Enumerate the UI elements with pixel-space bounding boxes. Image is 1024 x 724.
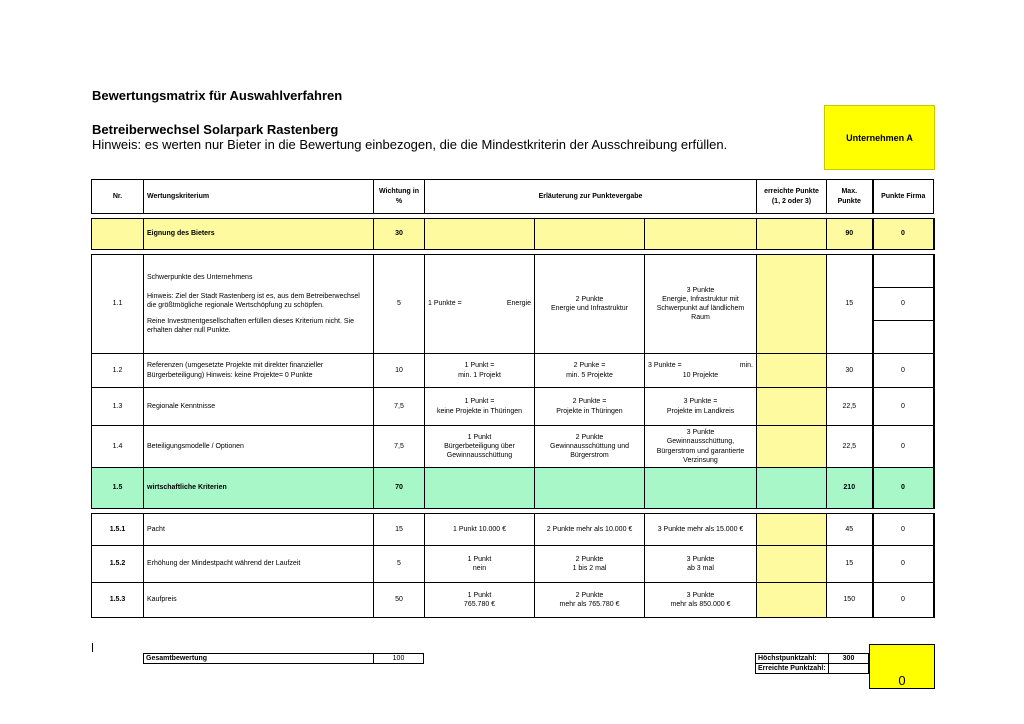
criterion-line: Schwerpunkte des Unternehmens <box>147 274 253 282</box>
max-cell: 22,5 <box>827 388 873 426</box>
points-2-cell: 2 Punke = min. 5 Projekte <box>535 354 645 388</box>
table-row-1-4 <box>92 426 934 468</box>
table-row-1-2 <box>92 354 934 388</box>
criterion-note: Hinweis: Ziel der Stadt Rastenberg ist es, aus dem Betreiberwechsel die größtmögliche regionale Wertschöpfung zu schöpfen. <box>147 293 360 310</box>
points-1-cell: 1 Punkt Bürgerbeteiligung über Gewinnausschüttung <box>425 426 535 468</box>
header-max: Max. Punkte <box>827 180 873 214</box>
max-score-value: 300 <box>842 655 855 662</box>
points-1-cell: 1 Punkt 10.000 € <box>425 514 535 546</box>
points-3-cell: 3 Punkte ab 3 mal <box>645 546 757 583</box>
weight-cell: 30 <box>374 219 425 250</box>
firm-cell: 0 <box>873 426 934 468</box>
weight-cell: 15 <box>374 514 425 546</box>
header-row <box>92 180 934 214</box>
firm-cell: 0 <box>873 388 934 426</box>
weight-cell: 70 <box>374 468 425 509</box>
achieved-score-label: Erreichte Punktzahl: <box>756 664 829 673</box>
page-marker <box>92 643 93 652</box>
points-1-cell: 1 Punkt 765.780 € <box>425 583 535 618</box>
header-nr: Nr. <box>92 180 144 214</box>
points-3-cell: 3 Punkte mehr als 15.000 € <box>645 514 757 546</box>
section-label: Eignung des Bieters <box>144 219 374 250</box>
achieved-score-value: 0 <box>869 644 935 689</box>
hint-text: Hinweis: es werten nur Bieter in die Bewertung einbezogen, die die Mindestkriterin der Ausschreibung erfüllen. <box>92 137 728 152</box>
project-subtitle: Betreiberwechsel Solarpark Rastenberg <box>92 122 339 137</box>
max-cell: 15 <box>827 255 873 354</box>
achieved-input-cell[interactable] <box>757 514 827 546</box>
row-nr: 1.4 <box>92 426 144 468</box>
points-3-cell: 3 Punkte mehr als 850.000 € <box>645 583 757 618</box>
weight-cell: 50 <box>374 583 425 618</box>
criterion-note: Reine Investmentgesellschaften erfüllen dieses Kriterium nicht. Sie erhalten daher null Punkte. <box>147 317 354 334</box>
row-nr: 1.5.1 <box>92 514 144 546</box>
points-3-cell: 3 Punkte = min. 10 Projekte <box>645 354 757 388</box>
achieved-input-cell[interactable] <box>757 546 827 583</box>
points-3-cell: 3 Punkte = Projekte im Landkreis <box>645 388 757 426</box>
company-label: Unternehmen A <box>824 105 935 170</box>
total-label: Gesamtbewertung <box>143 653 374 664</box>
max-cell: 22,5 <box>827 426 873 468</box>
row-nr: 1.5 <box>92 468 144 509</box>
weight-cell: 10 <box>374 354 425 388</box>
weight-cell: 7,5 <box>374 388 425 426</box>
max-score-label: Höchstpunktzahl: <box>756 654 829 663</box>
criterion-cell: Beteiligungsmodelle / Optionen <box>144 426 374 468</box>
max-cell: 30 <box>827 354 873 388</box>
criterion-cell: Kaufpreis <box>144 583 374 618</box>
header-achieved: erreichte Punkte (1, 2 oder 3) <box>757 180 827 214</box>
points-1-cell: 1 Punkt = keine Projekte in Thüringen <box>425 388 535 426</box>
achieved-input-cell[interactable] <box>757 426 827 468</box>
points-1-cell: 1 Punkt = min. 1 Projekt <box>425 354 535 388</box>
points-3-cell: 3 Punkte Gewinnausschüttung, Bürgerstrom und garantierte Verzinsung <box>645 426 757 468</box>
criterion-cell: Regionale Kenntnisse <box>144 388 374 426</box>
weight-cell: 5 <box>374 255 425 354</box>
max-cell: 150 <box>827 583 873 618</box>
evaluation-matrix <box>91 179 935 618</box>
firm-cell: 0 <box>873 583 934 618</box>
table-row-1-5-2 <box>92 546 934 583</box>
firm-cell: 0 <box>873 255 934 354</box>
weight-cell: 7,5 <box>374 426 425 468</box>
points-2-cell: 2 Punkte mehr als 10.000 € <box>535 514 645 546</box>
firm-cell: 0 <box>873 468 934 509</box>
achieved-input-cell[interactable] <box>757 255 827 354</box>
max-cell: 15 <box>827 546 873 583</box>
header-firm: Punkte Firma <box>873 180 934 214</box>
header-criterion: Wertungskriterium <box>144 180 374 214</box>
criterion-cell: Pacht <box>144 514 374 546</box>
row-nr: 1.5.2 <box>92 546 144 583</box>
row-nr: 1.5.3 <box>92 583 144 618</box>
points-2-cell: 2 Punkte 1 bis 2 mal <box>535 546 645 583</box>
points-2-cell: 2 Punkte Energie und Infrastruktur <box>535 255 645 354</box>
header-explanation: Erläuterung zur Punktevergabe <box>425 180 757 214</box>
points-1-cell: 1 Punkte = Energie <box>425 255 535 354</box>
section-row-1-5 <box>92 468 934 509</box>
firm-cell: 0 <box>873 546 934 583</box>
section-row-eignung <box>92 219 934 250</box>
firm-cell: 0 <box>873 514 934 546</box>
points-2-cell: 2 Punkte Gewinnausschüttung und Bürgerstrom <box>535 426 645 468</box>
row-nr: 1.1 <box>92 255 144 354</box>
criterion-cell: Referenzen (umgesetzte Projekte mit direkter finanzieller Bürgerbeteiligung) Hinweis: keine Projekte= 0 Punkte <box>144 354 374 388</box>
points-2-cell: 2 Punkte mehr als 765.780 € <box>535 583 645 618</box>
points-3-cell: 3 Punkte Energie, Infrastruktur mit Schwerpunkt auf ländlichem Raum <box>645 255 757 354</box>
weight-cell: 5 <box>374 546 425 583</box>
firm-cell: 0 <box>873 354 934 388</box>
table-row-1-1 <box>92 255 934 354</box>
points-1-cell: 1 Punkt nein <box>425 546 535 583</box>
criterion-cell <box>144 255 374 354</box>
document-title: Bewertungsmatrix für Auswahlverfahren <box>92 88 343 103</box>
row-nr: 1.3 <box>92 388 144 426</box>
criterion-cell: Erhöhung der Mindestpacht während der Laufzeit <box>144 546 374 583</box>
section-label: wirtschaftliche Kriterien <box>144 468 374 509</box>
max-cell: 210 <box>827 468 873 509</box>
row-nr: 1.2 <box>92 354 144 388</box>
achieved-input-cell[interactable] <box>757 388 827 426</box>
table-row-1-5-3 <box>92 583 934 618</box>
table-row-1-5-1 <box>92 514 934 546</box>
firm-cell: 0 <box>873 219 934 250</box>
total-weight: 100 <box>373 653 424 664</box>
max-score-row <box>755 653 869 664</box>
table-row-1-3 <box>92 388 934 426</box>
score-summary <box>755 653 869 674</box>
achieved-score-row <box>755 664 869 674</box>
header-weight: Wichtung in % <box>374 180 425 214</box>
max-cell: 90 <box>827 219 873 250</box>
max-cell: 45 <box>827 514 873 546</box>
achieved-input-cell[interactable] <box>757 583 827 618</box>
achieved-input-cell[interactable] <box>757 354 827 388</box>
points-2-cell: 2 Punkte = Projekte in Thüringen <box>535 388 645 426</box>
